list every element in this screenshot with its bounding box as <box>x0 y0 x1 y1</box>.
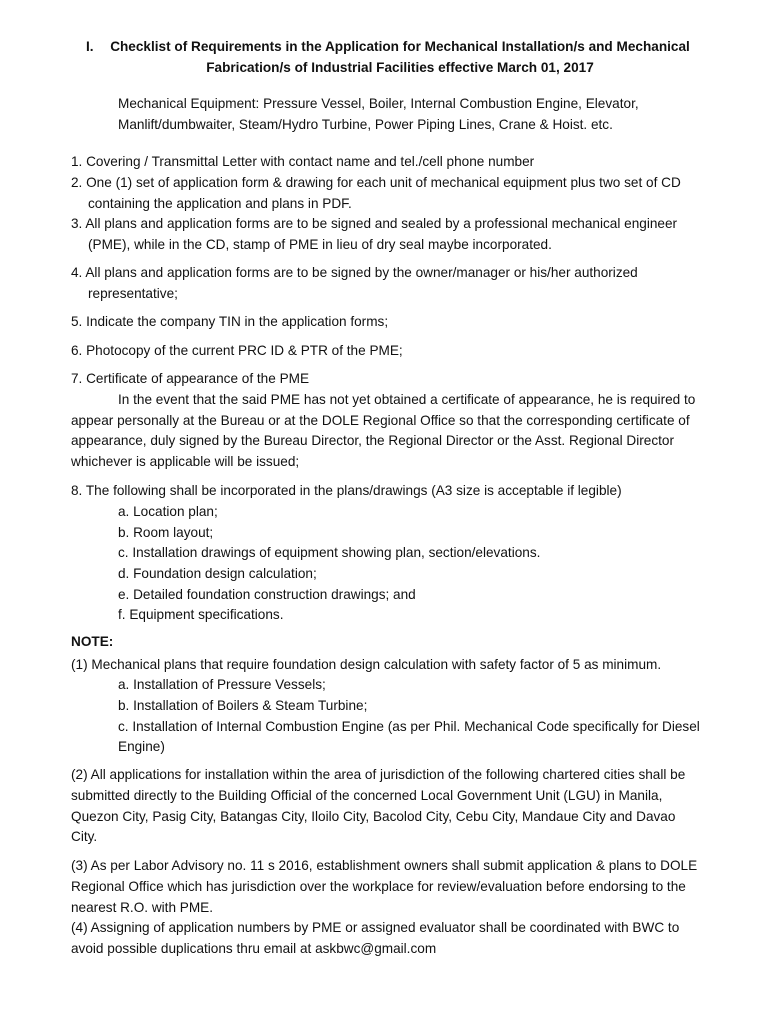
item-4 <box>71 263 721 305</box>
item-3-line-2: (PME), while in the CD, stamp of PME in lieu of dry seal maybe incorporated. <box>88 236 552 252</box>
note-2-line-4: City. <box>71 829 98 845</box>
note-heading: NOTE: <box>71 634 114 649</box>
item-7-line-2: appear personally at the Bureau or at the DOLE Regional Office so that the corresponding certificate of <box>71 412 690 428</box>
equipment-intro <box>118 94 718 136</box>
note-2 <box>71 765 721 848</box>
item-7-line-1: In the event that the said PME has not yet obtained a certificate of appearance, he is required to <box>118 391 696 407</box>
note-1: (1) Mechanical plans that require foundation design calculation with safety factor of 5 as minimum. <box>71 657 662 672</box>
item-7-heading: 7. Certificate of appearance of the PME <box>71 371 310 386</box>
item-7-line-3: appearance, duly signed by the Bureau Director, the Regional Director or the Asst. Regional Director <box>71 433 674 449</box>
item-8-sub-f: f. Equipment specifications. <box>118 607 284 622</box>
note-4-line-1: (4) Assigning of application numbers by PME or assigned evaluator shall be coordinated with BWC to <box>71 920 680 935</box>
item-4-line-2: representative; <box>88 285 178 301</box>
item-2 <box>71 173 721 215</box>
note-3-line-1: (3) As per Labor Advisory no. 11 s 2016, establishment owners shall submit application & plans to DOLE <box>71 858 698 873</box>
item-8: 8. The following shall be incorporated in the plans/drawings (A3 size is acceptable if legible) <box>71 483 622 498</box>
note-2-line-1: (2) All applications for installation within the area of jurisdiction of the following chartered cities shall be <box>71 767 686 782</box>
item-7-line-4: whichever is applicable will be issued; <box>71 454 300 470</box>
intro-line-2: Manlift/dumbwaiter, Steam/Hydro Turbine, Power Piping Lines, Crane & Hoist. etc. <box>118 116 613 132</box>
title-line-1: Checklist of Requirements in the Application for Mechanical Installation/s and Mechanical <box>110 39 690 54</box>
item-3 <box>71 214 721 256</box>
note-3-line-3: nearest R.O. with PME. <box>71 899 214 915</box>
page-title <box>80 36 720 78</box>
item-5: 5. Indicate the company TIN in the application forms; <box>71 314 389 329</box>
intro-line-1: Mechanical Equipment: Pressure Vessel, Boiler, Internal Combustion Engine, Elevator, <box>118 96 639 111</box>
item-4-line-1: 4. All plans and application forms are to be signed by the owner/manager or his/her authorized <box>71 265 638 280</box>
item-2-line-1: 2. One (1) set of application form & drawing for each unit of mechanical equipment plus two set of CD <box>71 175 681 190</box>
item-3-line-1: 3. All plans and application forms are to be signed and sealed by a professional mechanical engineer <box>71 216 678 231</box>
note-3 <box>71 856 721 918</box>
item-8-sub-a: a. Location plan; <box>118 504 218 519</box>
title-line-2: Fabrication/s of Industrial Facilities effective March 01, 2017 <box>206 60 594 75</box>
note-1-sub-a: a. Installation of Pressure Vessels; <box>118 677 326 692</box>
section-number: I. <box>86 39 94 54</box>
note-1-sub-c: c. Installation of Internal Combustion Engine (as per Phil. Mechanical Code specifically for Diesel <box>118 719 700 734</box>
note-3-line-2: Regional Office which has jurisdiction over the workplace for review/evaluation before endorsing to the <box>71 878 686 894</box>
note-1-sub-b: b. Installation of Boilers & Steam Turbine; <box>118 698 368 713</box>
note-2-line-2: submitted directly to the Building Official of the concerned Local Government Unit (LGU) in Manila, <box>71 787 663 803</box>
note-4 <box>71 918 721 960</box>
item-8-sub-e: e. Detailed foundation construction drawings; and <box>118 587 416 602</box>
note-2-line-3: Quezon City, Pasig City, Batangas City, Iloilo City, Bacolod City, Cebu City, Mandaue City and Davao <box>71 808 676 824</box>
item-7 <box>71 369 721 473</box>
note-4-line-2: avoid possible duplications thru email at askbwc@gmail.com <box>71 940 437 956</box>
note-1-sub-c-cont: Engine) <box>118 739 165 754</box>
item-8-sub-d: d. Foundation design calculation; <box>118 566 317 581</box>
item-6: 6. Photocopy of the current PRC ID & PTR of the PME; <box>71 343 403 358</box>
item-8-sub-b: b. Room layout; <box>118 525 214 540</box>
item-2-line-2: containing the application and plans in PDF. <box>88 195 352 211</box>
item-1: 1. Covering / Transmittal Letter with contact name and tel./cell phone number <box>71 154 535 169</box>
item-8-sub-c: c. Installation drawings of equipment showing plan, section/elevations. <box>118 545 541 560</box>
